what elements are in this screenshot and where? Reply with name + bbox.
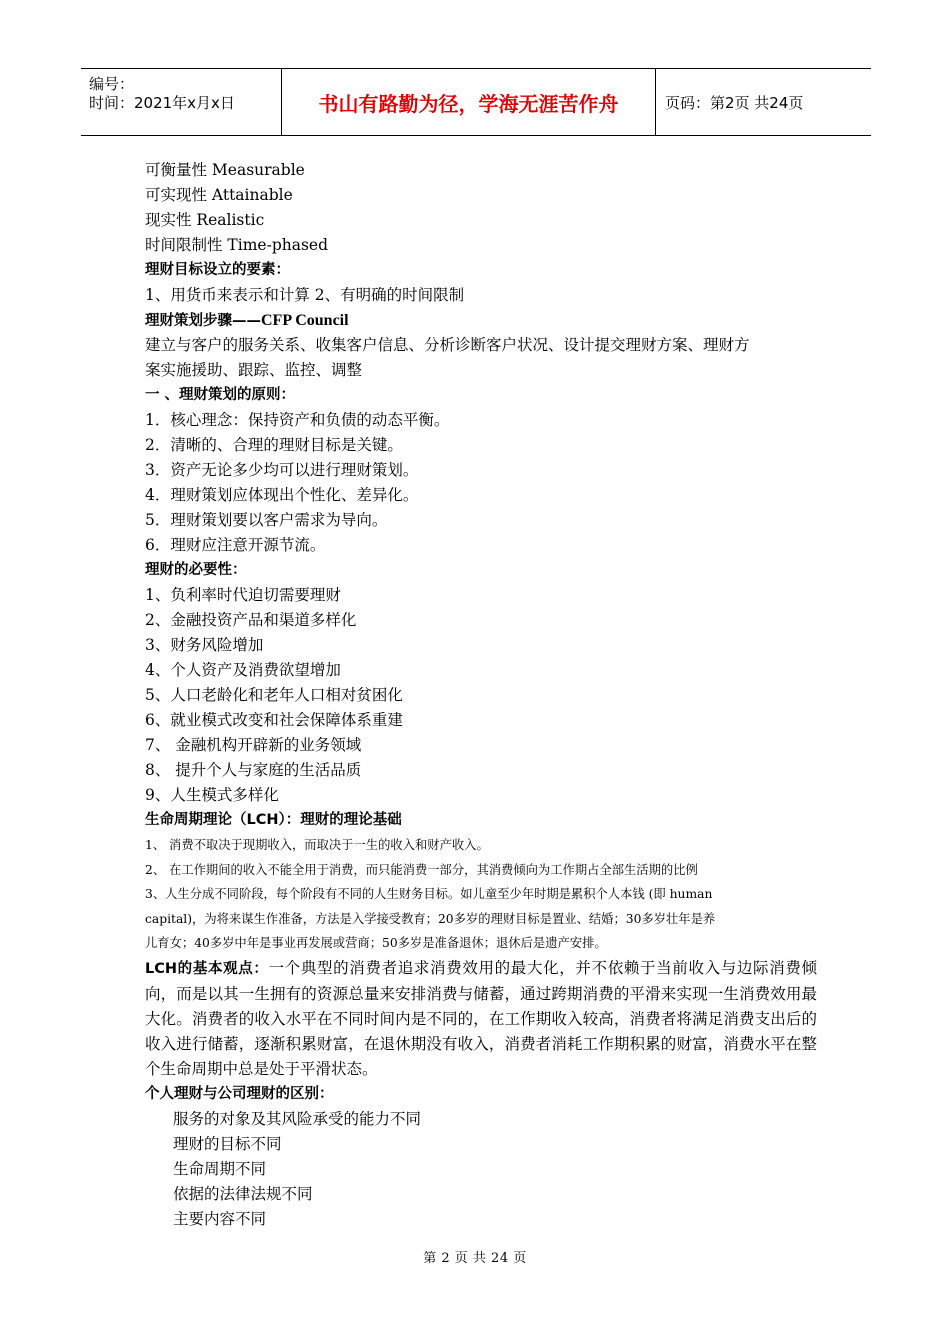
planning-steps-text: 建立与客户的服务关系、收集客户信息、分析诊断客户状况、设计提交理财方案、理财方 [145, 336, 750, 354]
principle-item: 3．资产无论多少均可以进行理财策划。 [145, 461, 419, 479]
necessity-item: 6、就业模式改变和社会保障体系重建 [145, 711, 403, 729]
document-body [145, 158, 817, 1232]
necessity-item: 4、个人资产及消费欲望增加 [145, 661, 341, 679]
difference-item: 服务的对象及其风险承受的能力不同 [173, 1109, 422, 1128]
lch-theory-item: 1、 消费不取决于现期收入，而取决于一生的收入和财产收入。 [145, 838, 489, 852]
principle-item: 5．理财策划要以客户需求为导向。 [145, 511, 388, 529]
lch-theory-item: capital)，为将来谋生作准备，方法是入学接受教育；20多岁的理财目标是置业、结婚；30多岁壮年是养 [145, 911, 716, 926]
principle-item: 6．理财应注意开源节流。 [145, 536, 326, 554]
section-heading-difference: 个人理财与公司理财的区别： [145, 1085, 334, 1102]
principle-item: 2．清晰的、合理的理财目标是关键。 [145, 436, 403, 454]
document-time-label: 时间：2021年x月x日 [89, 94, 235, 112]
planning-steps-text: 案实施援助、跟踪、监控、调整 [145, 361, 363, 379]
document-number-label: 编号： [89, 75, 135, 93]
lch-theory-item: 2、 在工作期间的收入不能全用于消费，而只能消费一部分，其消费倾向为工作期占全部生活期的比例 [145, 862, 698, 877]
difference-item: 依据的法律法规不同 [173, 1184, 313, 1203]
header-page-number: 页码：第2页 共24页 [665, 93, 804, 112]
lch-theory-item: 3、人生分成不同阶段，每个阶段有不同的人生财务目标。如儿童至少年时期是累积个人本钱 (即 human [145, 887, 713, 901]
smart-item: 时间限制性 Time-phased [145, 236, 329, 254]
section-heading-lch-theory: 生命周期理论（LCH）：理财的理论基础 [145, 812, 402, 828]
principle-item: 1．核心理念：保持资产和负债的动态平衡。 [145, 411, 450, 429]
smart-item: 现实性 Realistic [145, 211, 265, 229]
difference-item: 生命周期不同 [173, 1159, 267, 1178]
necessity-item: 5、人口老龄化和老年人口相对贫困化 [145, 686, 403, 704]
header-motto: 书山有路勤为径，学海无涯苦作舟 [282, 69, 656, 135]
page-footer: 第 2 页 共 24 页 [423, 1251, 527, 1266]
necessity-item: 7、 金融机构开辟新的业务领域 [145, 736, 362, 754]
necessity-item: 9、人生模式多样化 [145, 786, 279, 804]
section-heading-necessity: 理财的必要性： [145, 562, 247, 578]
lch-theory-item: 儿育女；40多岁中年是事业再发展或营商；50多岁是准备退休；退休后是遗产安排。 [145, 936, 607, 950]
difference-item: 主要内容不同 [173, 1209, 267, 1228]
lch-basic-view-text: 一个典型的消费者追求消费效用的最大化，并不依赖于当前收入与边际消费倾向，而是以其一生拥有的资源总量来安排消费与储蓄，通过跨期消费的平滑来实现一生消费效用最大化。消费者的收入水平在不同时间内是不同的，在工作期收入较高，消费者将满足消费支出后的收入进行储蓄，逐渐积累财富，在退休期没有收入，消费者消耗工作期积累的财富，消费水平在整个生命周期中总是处于平滑状态。 [145, 958, 817, 1078]
difference-item: 理财的目标不同 [173, 1134, 282, 1153]
lch-basic-view-lead: LCH的基本观点： [145, 960, 269, 977]
smart-item: 可实现性 Attainable [145, 186, 293, 204]
section-heading-goal-elements: 理财目标设立的要素： [145, 262, 290, 278]
page-header [81, 68, 871, 136]
header-meta [81, 69, 282, 135]
principle-item: 4．理财策划应体现出个性化、差异化。 [145, 486, 419, 504]
smart-item: 可衡量性 Measurable [145, 161, 305, 179]
necessity-item: 1、负利率时代迫切需要理财 [145, 586, 341, 604]
section-heading-principles: 一 、理财策划的原则： [145, 387, 296, 403]
goal-elements-text: 1、用货币来表示和计算 2、有明确的时间限制 [145, 286, 465, 304]
necessity-item: 2、金融投资产品和渠道多样化 [145, 611, 357, 629]
section-heading-planning-steps: 理财策划步骤——CFP Council [145, 312, 349, 329]
necessity-item: 8、 提升个人与家庭的生活品质 [145, 761, 362, 779]
lch-basic-view-paragraph [145, 956, 817, 1082]
necessity-item: 3、财务风险增加 [145, 636, 264, 654]
